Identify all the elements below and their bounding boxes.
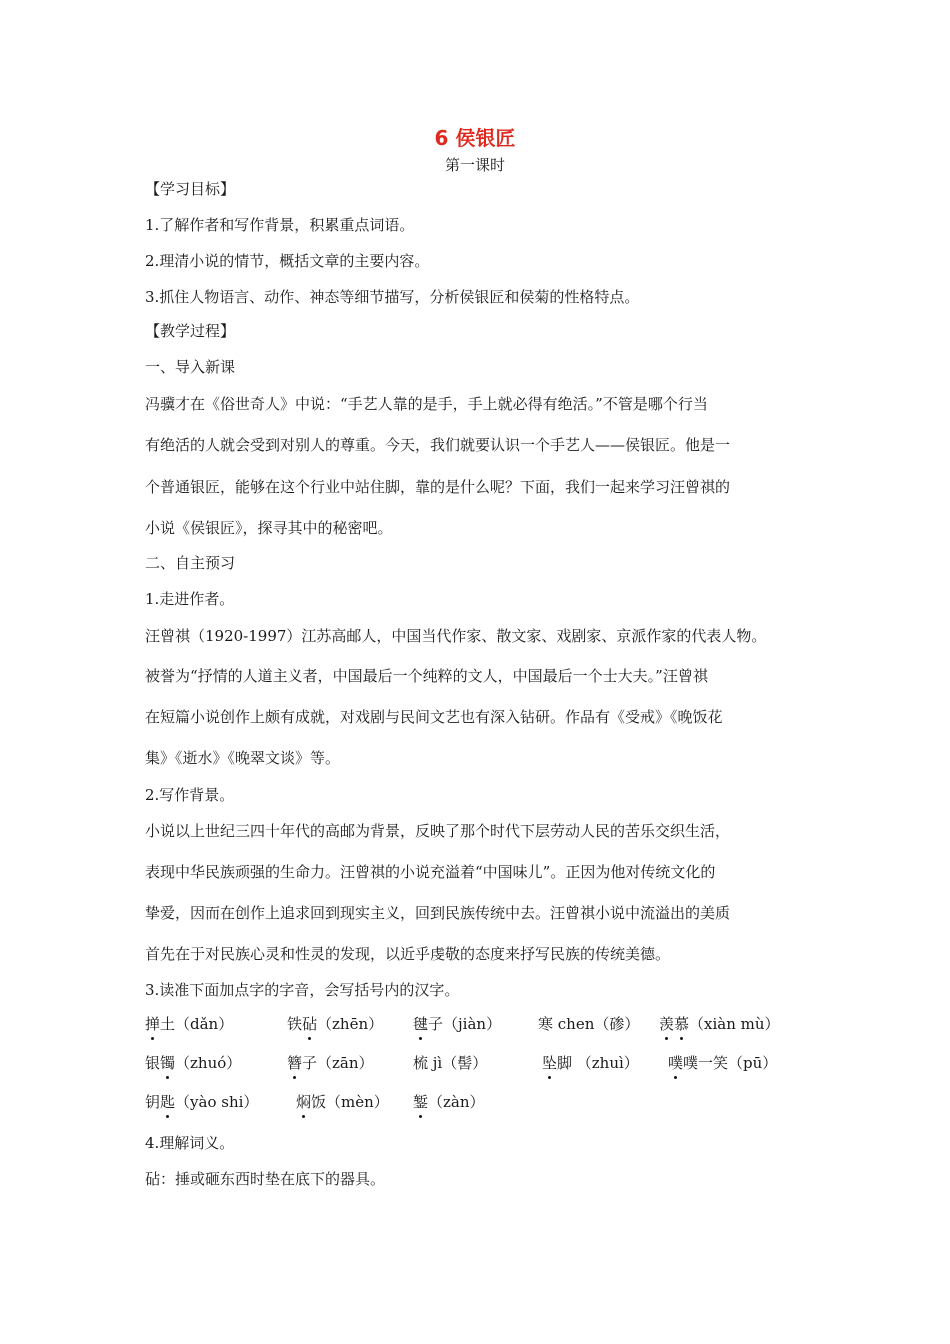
goal-2: 2.理清小说的情节，概括文章的主要内容。 xyxy=(145,252,430,270)
subsection-background: 2.写作背景。 xyxy=(145,786,235,804)
dotted-char: 坠 xyxy=(542,1054,558,1072)
vocab-rest: 饭（mèn） xyxy=(311,1093,389,1111)
background-para-line: 首先在于对民族心灵和性灵的发现，以近乎虔敬的态度来抒写民族的传统美德。 xyxy=(145,945,671,963)
vocab-item xyxy=(413,1091,485,1112)
intro-para-line: 个普通银匠，能够在这个行业中站住脚，靠的是什么呢？下面，我们一起来学习汪曾祺的 xyxy=(145,478,731,496)
dotted-char: 噗 xyxy=(668,1054,684,1072)
vocab-item xyxy=(145,1091,258,1112)
meaning-zhen: 砧：捶或砸东西时垫在底下的器具。 xyxy=(145,1170,386,1188)
vocab-item xyxy=(145,1052,241,1073)
vocab-rest: （xiàn mù） xyxy=(689,1015,780,1033)
dotted-char: 镯 xyxy=(160,1054,176,1072)
vocab-rest: （zàn） xyxy=(428,1093,485,1111)
vocab-item xyxy=(296,1091,389,1112)
dotted-char: 掸 xyxy=(145,1015,161,1033)
dotted-char: 焖 xyxy=(296,1093,312,1111)
vocab-item xyxy=(659,1013,780,1034)
author-para-line: 集》《逝水》《晚翠文谈》等。 xyxy=(145,749,341,767)
intro-para-line: 冯骥才在《俗世奇人》中说：“手艺人靠的是手，手上就必得有绝活。”不管是哪个行当 xyxy=(145,395,708,413)
background-para-line: 挚爱，因而在创作上追求回到现实主义，回到民族传统中去。汪曾祺小说中流溢出的美质 xyxy=(145,904,731,922)
vocab-rest: 噗一笑（pū） xyxy=(683,1054,778,1072)
intro-para-line: 小说《侯银匠》，探寻其中的秘密吧。 xyxy=(145,519,393,537)
dotted-char: 羡 xyxy=(659,1015,675,1033)
vocab-item xyxy=(287,1052,374,1073)
heading-goals: 【学习目标】 xyxy=(145,180,236,198)
subsection-author: 1.走进作者。 xyxy=(145,590,235,608)
subsection-pronunciation: 3.读准下面加点字的字音，会写括号内的汉字。 xyxy=(145,981,460,999)
vocab-char: 钥 xyxy=(145,1093,161,1111)
intro-para-line: 有绝活的人就会受到对别人的尊重。今天，我们就要认识一个手艺人——侯银匠。他是一 xyxy=(145,436,731,454)
vocab-item xyxy=(668,1052,777,1073)
vocab-item: 梳 jì（髻） xyxy=(413,1054,488,1072)
heading-process: 【教学过程】 xyxy=(145,322,236,340)
background-para-line: 表现中华民族顽强的生命力。汪曾祺的小说充溢着“中国味儿”。正因为他对传统文化的 xyxy=(145,863,716,881)
dotted-char: 簪 xyxy=(287,1054,303,1072)
section-intro: 一、导入新课 xyxy=(145,358,236,376)
vocab-rest: （zhuó） xyxy=(175,1054,242,1072)
lesson-subtitle: 第一课时 xyxy=(444,156,505,174)
author-para-line: 被誉为“抒情的人道主义者，中国最后一个纯粹的文人，中国最后一个士大夫。”汪曾祺 xyxy=(145,667,708,685)
background-para-line: 小说以上世纪三四十年代的高邮为背景，反映了那个时代下层劳动人民的苦乐交织生活， xyxy=(145,822,731,840)
dotted-char: 匙 xyxy=(160,1093,176,1111)
goal-3: 3.抓住人物语言、动作、神态等细节描写，分析侯银匠和侯菊的性格特点。 xyxy=(145,288,640,306)
author-para-line: 汪曾祺（1920-1997）江苏高邮人，中国当代作家、散文家、戏剧家、京派作家的代表人物。 xyxy=(145,627,767,645)
vocab-char: 银 xyxy=(145,1054,161,1072)
lesson-title: 6 侯银匠 xyxy=(434,126,516,150)
vocab-rest: 土（dǎn） xyxy=(160,1015,234,1033)
vocab-rest: （zhēn） xyxy=(317,1015,384,1033)
author-para-line: 在短篇小说创作上颇有成就，对戏剧与民间文艺也有深入钻研。作品有《受戒》《晚饭花 xyxy=(145,708,723,726)
vocab-char: 铁 xyxy=(287,1015,303,1033)
vocab-rest: 子（zān） xyxy=(302,1054,374,1072)
dotted-char: 錾 xyxy=(413,1093,429,1111)
vocab-item xyxy=(287,1013,383,1034)
vocab-item xyxy=(145,1013,233,1034)
dotted-char: 毽 xyxy=(413,1015,429,1033)
vocab-item xyxy=(542,1052,639,1073)
vocab-item xyxy=(413,1013,501,1034)
vocab-item: 寒 chen（碜） xyxy=(538,1015,640,1033)
dotted-char: 砧 xyxy=(302,1015,318,1033)
dotted-char: 慕 xyxy=(674,1015,690,1033)
section-preview: 二、自主预习 xyxy=(145,554,236,572)
vocab-rest: （yào shi） xyxy=(175,1093,259,1111)
vocab-rest: 脚 （zhuì） xyxy=(557,1054,639,1072)
goal-1: 1.了解作者和写作背景，积累重点词语。 xyxy=(145,216,415,234)
vocab-rest: 子（jiàn） xyxy=(428,1015,502,1033)
subsection-meanings: 4.理解词义。 xyxy=(145,1134,235,1152)
